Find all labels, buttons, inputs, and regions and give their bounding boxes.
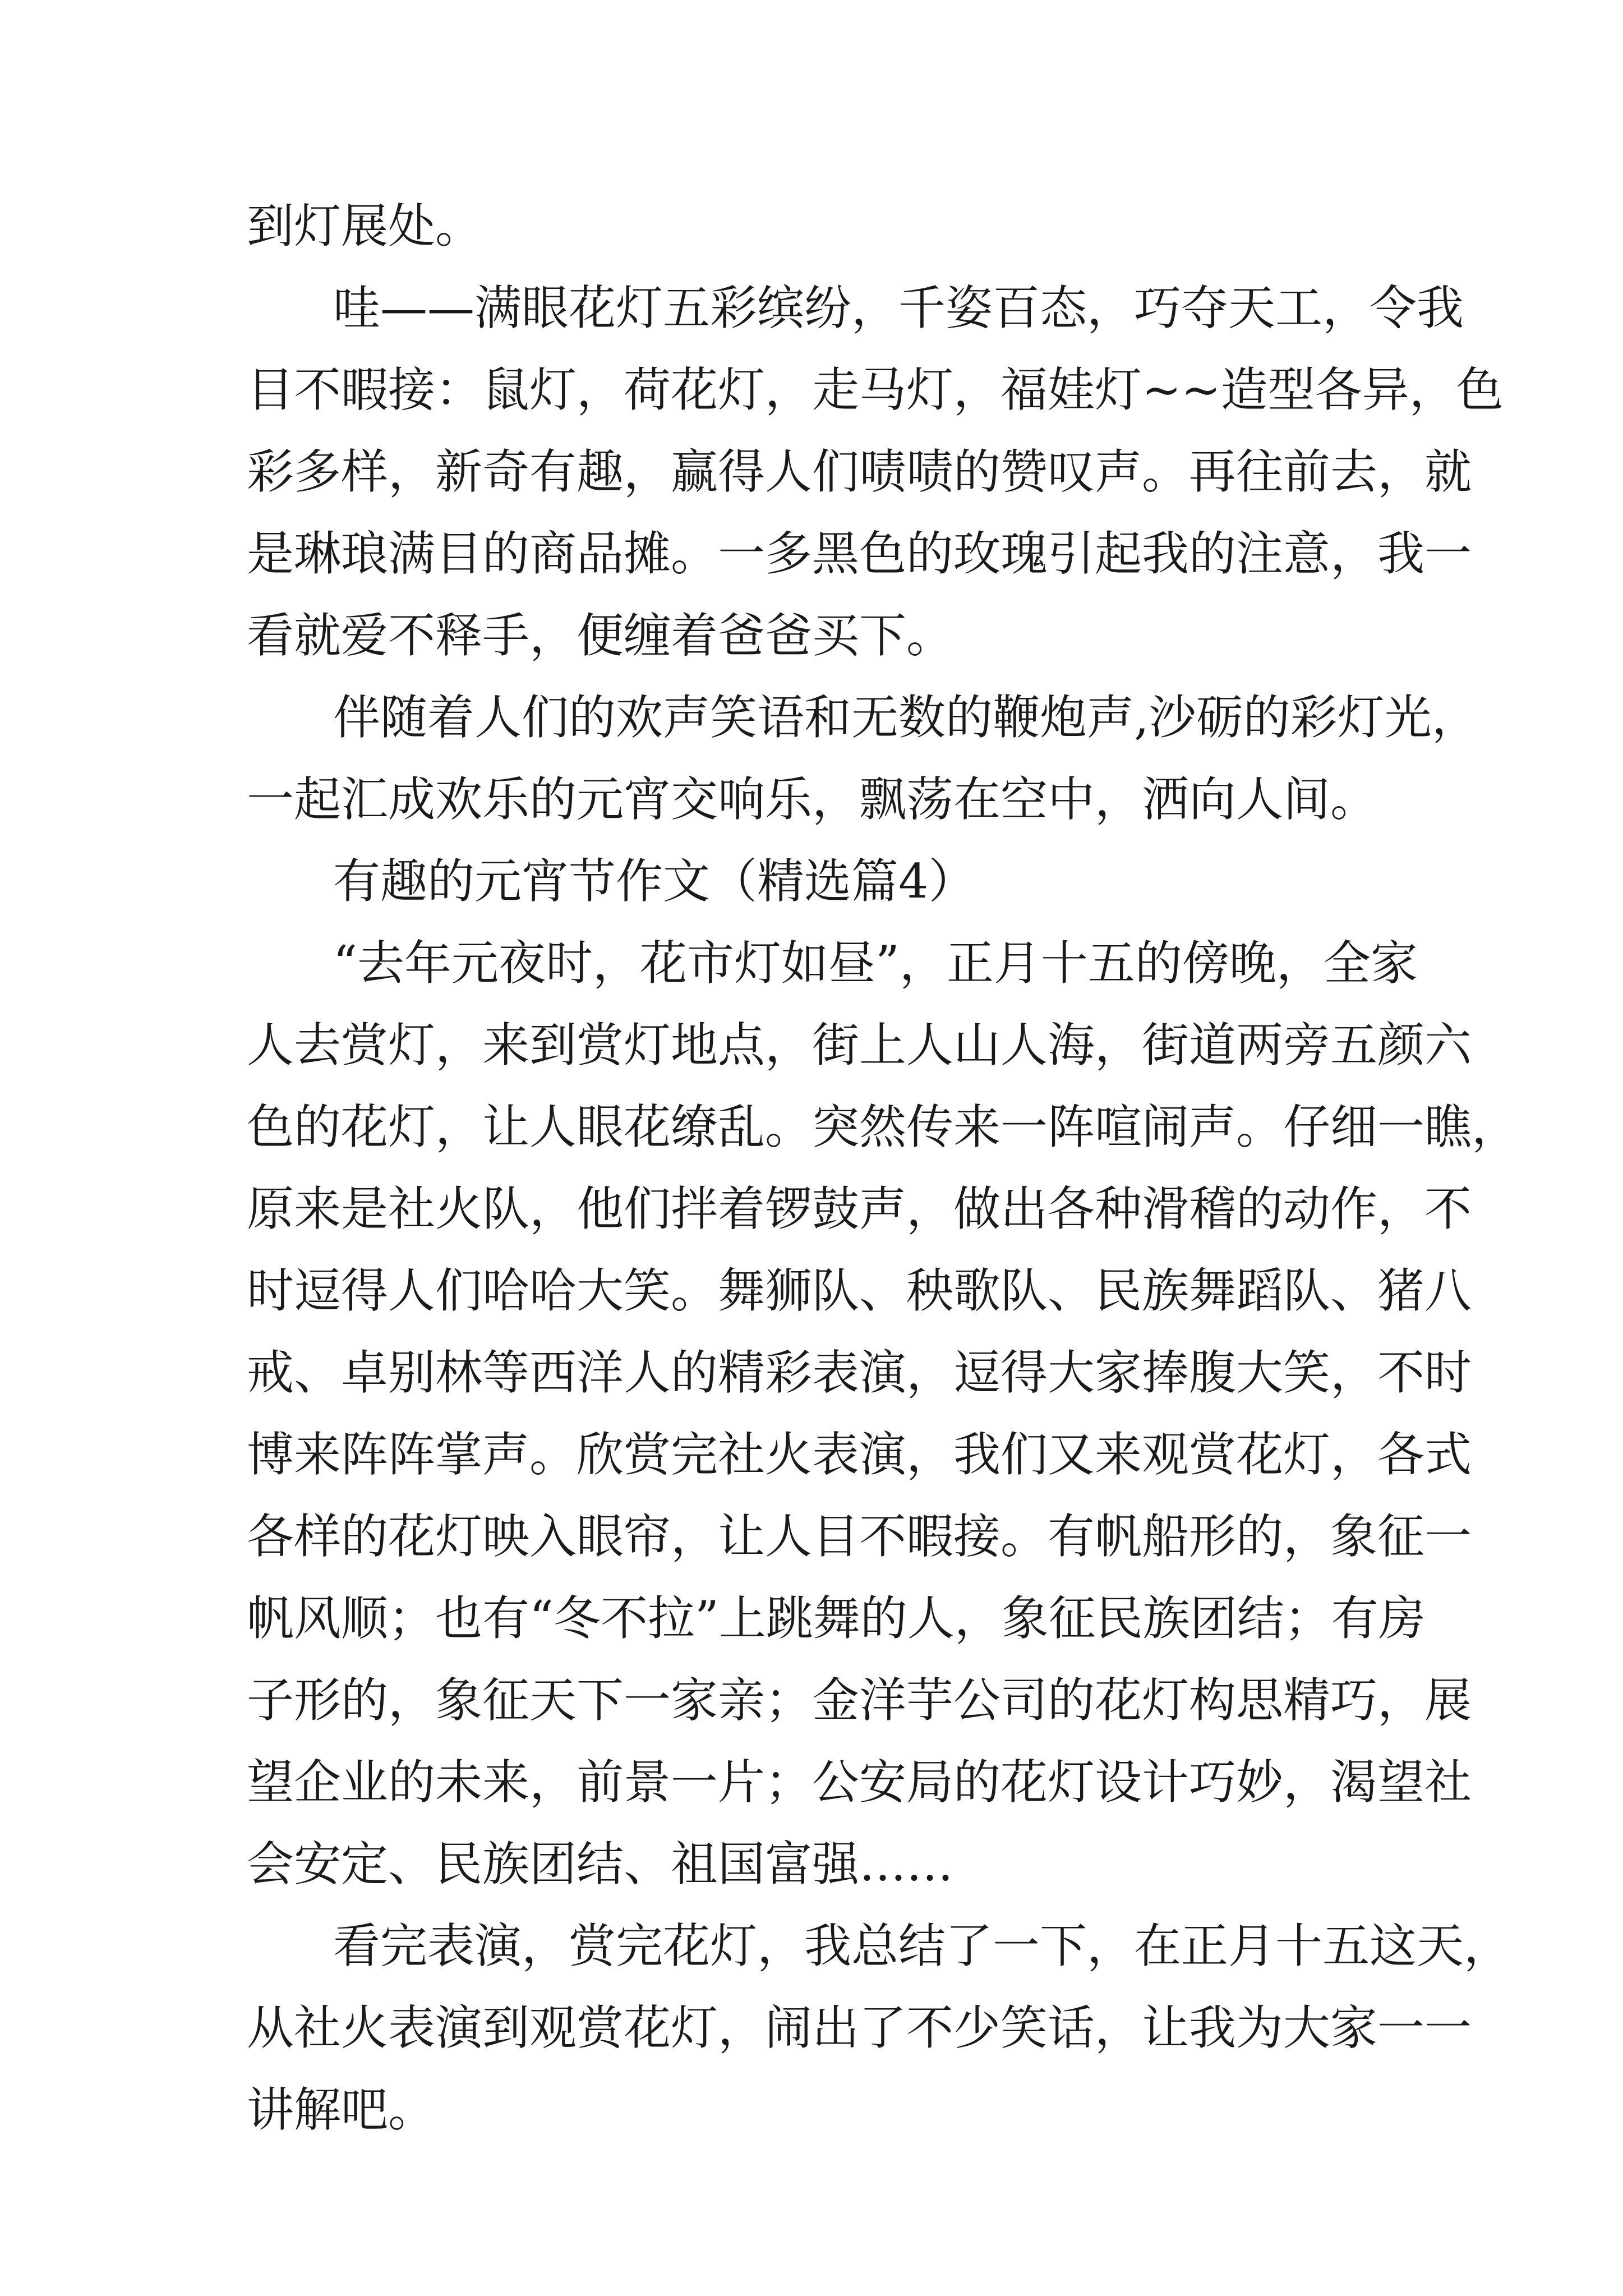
text-line: 帆风顺；也有“冬不拉”上跳舞的人，象征民族团结；有房 [247, 1591, 1426, 1646]
text-line: 到灯展处。 [247, 199, 483, 254]
text-line: 博来阵阵掌声。欣赏完社火表演，我们又来观赏花灯，各式 [247, 1427, 1472, 1482]
text-line: 彩多样，新奇有趣，赢得人们啧啧的赞叹声。再往前去，就 [247, 444, 1472, 499]
text-line: 各样的花灯映入眼帘，让人目不暇接。有帆船形的，象征一 [247, 1509, 1472, 1564]
text-line: 人去赏灯，来到赏灯地点，街上人山人海，街道两旁五颜六 [247, 1018, 1472, 1073]
paragraph-summary [247, 1905, 1511, 2151]
paragraph-continuation [247, 185, 1391, 267]
text-line: 子形的，象征天下一家亲；金洋芋公司的花灯构思精巧，展 [247, 1673, 1472, 1728]
text-line: 戒、卓别林等西洋人的精彩表演，逗得大家捧腹大笑，不时 [247, 1345, 1472, 1400]
text-line: 一起汇成欢乐的元宵交响乐，飘荡在空中，洒向人间。 [247, 772, 1378, 827]
heading-line: 有趣的元宵节作文（精选篇4） [333, 854, 976, 909]
paragraph-celebration [247, 677, 1479, 840]
text-line: 从社火表演到观赏花灯，闹出了不少笑话，让我为大家一一 [247, 2000, 1472, 2055]
text-line: 时逗得人们哈哈大笑。舞狮队、秧歌队、民族舞蹈队、猪八 [247, 1263, 1472, 1318]
text-line: 伴随着人们的欢声笑语和无数的鞭炮声,沙砺的彩灯光， [333, 690, 1479, 745]
text-line: 色的花灯，让人眼花缭乱。突然传来一阵喧闹声。仔细一瞧， [247, 1099, 1519, 1154]
paragraph-lantern-festival [247, 922, 1519, 1905]
text-line: “去年元夜时，花市灯如昼”，正月十五的傍晚，全家 [333, 936, 1418, 991]
paragraph-lantern-display [247, 267, 1504, 677]
section-heading [247, 840, 1391, 922]
text-line: 目不暇接：鼠灯，荷花灯，走马灯，福娃灯~~造型各异，色 [247, 362, 1504, 417]
text-line: 哇——满眼花灯五彩缤纷，千姿百态，巧夺天工，令我 [333, 280, 1464, 335]
text-line: 讲解吧。 [247, 2082, 436, 2137]
document-body [247, 185, 1519, 2151]
text-line: 是琳琅满目的商品摊。一多黑色的玫瑰引起我的注意，我一 [247, 526, 1472, 581]
text-line: 原来是社火队，他们拌着锣鼓声，做出各种滑稽的动作，不 [247, 1181, 1472, 1236]
text-line: 看完表演，赏完花灯，我总结了一下，在正月十五这天， [333, 1918, 1511, 1973]
text-line: 望企业的未来，前景一片；公安局的花灯设计巧妙，渴望社 [247, 1755, 1472, 1810]
text-line: 会安定、民族团结、祖国富强…… [247, 1837, 954, 1892]
text-line: 看就爱不释手，便缠着爸爸买下。 [247, 608, 954, 663]
